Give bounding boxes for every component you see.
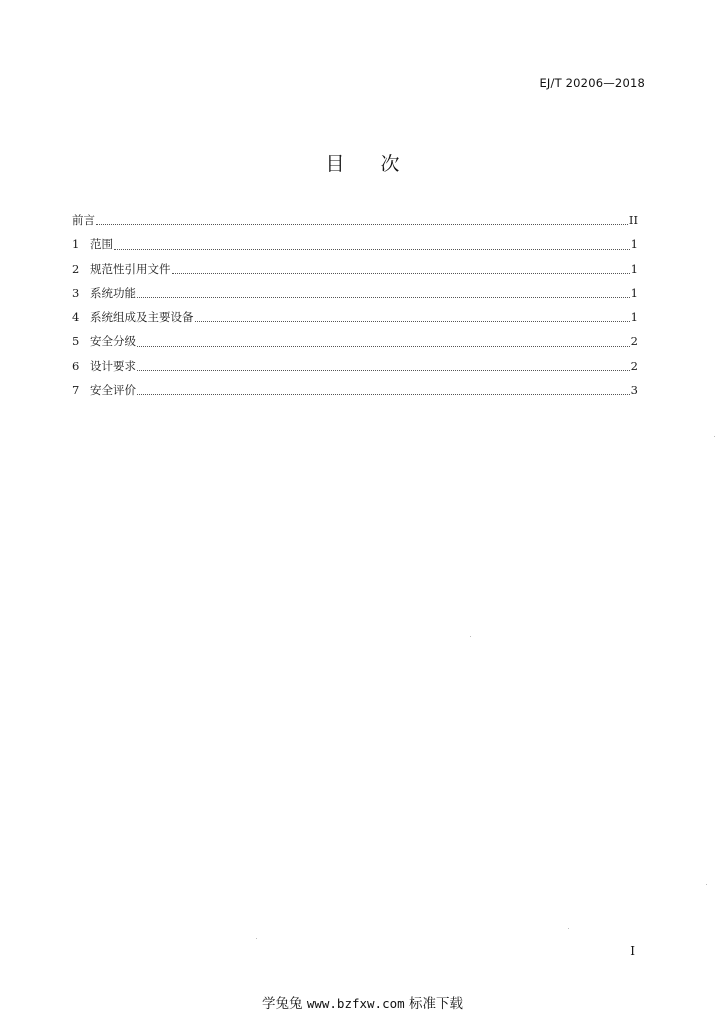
toc-entry-page: 3 <box>630 383 638 398</box>
dot-leader <box>137 345 630 347</box>
toc-entry-2[interactable] <box>72 257 638 281</box>
scan-speck <box>706 884 707 885</box>
toc-entry-page: 2 <box>630 358 638 373</box>
toc-entry-label: 安全评价 <box>90 383 136 398</box>
toc-entry-label: 设计要求 <box>90 358 136 373</box>
watermark-suffix: 标准下载 <box>408 996 463 1012</box>
toc-entry-number: 4 <box>72 310 80 325</box>
toc-title-char-2: 次 <box>380 153 400 175</box>
toc-entry-label: 范围 <box>90 237 113 252</box>
toc-entry-label: 安全分级 <box>90 334 136 349</box>
dot-leader <box>137 393 630 395</box>
toc-entry-page: 1 <box>630 310 638 325</box>
dot-leader <box>96 223 628 225</box>
toc-entry-1[interactable] <box>72 232 638 256</box>
toc-entry-7[interactable] <box>72 378 638 402</box>
toc-entry-number: 5 <box>72 334 80 349</box>
toc-entry-5[interactable] <box>72 329 638 353</box>
scan-speck <box>568 928 569 929</box>
table-of-contents <box>72 208 638 402</box>
watermark-url[interactable]: www.bzfxw.com <box>306 996 405 1011</box>
toc-entry-6[interactable] <box>72 354 638 378</box>
dot-leader <box>114 248 630 250</box>
scan-speck <box>256 938 257 939</box>
toc-entry-number: 6 <box>72 358 80 373</box>
toc-entry-foreword[interactable] <box>72 208 638 232</box>
standard-code: EJ/T 20206—2018 <box>539 76 645 90</box>
toc-entry-page: 1 <box>630 285 638 300</box>
dot-leader <box>137 369 630 371</box>
dot-leader <box>172 272 630 274</box>
toc-title-char-1: 目 <box>325 153 345 175</box>
dot-leader <box>137 296 630 298</box>
watermark-prefix: 学兔兔 <box>262 996 303 1012</box>
toc-entry-4[interactable] <box>72 305 638 329</box>
toc-entry-label: 系统组成及主要设备 <box>90 310 194 325</box>
toc-entry-page: 2 <box>630 334 638 349</box>
toc-entry-3[interactable] <box>72 281 638 305</box>
toc-entry-number: 2 <box>72 261 80 276</box>
toc-entry-label: 前言 <box>72 213 95 227</box>
toc-entry-number: 1 <box>72 237 80 252</box>
toc-entry-page: 1 <box>630 261 638 276</box>
page-number: I <box>630 944 635 958</box>
toc-entry-page: 1 <box>630 237 638 252</box>
toc-title <box>0 149 725 176</box>
toc-entry-label: 系统功能 <box>90 285 136 300</box>
dot-leader <box>195 320 630 322</box>
toc-entry-page: II <box>628 213 638 227</box>
toc-entry-number: 7 <box>72 383 80 398</box>
footer-watermark <box>0 992 725 1012</box>
toc-entry-label: 规范性引用文件 <box>90 261 171 276</box>
toc-entry-number: 3 <box>72 285 80 300</box>
scan-speck <box>714 436 715 437</box>
scan-speck <box>470 636 471 637</box>
